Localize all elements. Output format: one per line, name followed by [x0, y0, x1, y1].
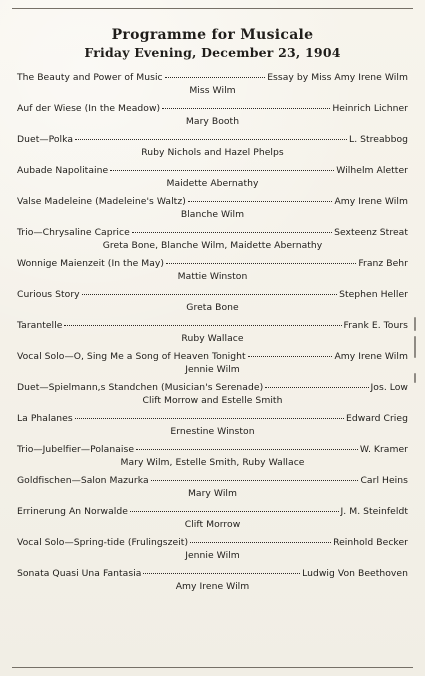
entry-line: [17, 134, 408, 146]
leader-dots: [75, 139, 347, 140]
entry-line: [17, 72, 408, 84]
composer-name: Franz Behr: [358, 258, 408, 269]
program-title: Programme for Musicale: [111, 27, 314, 43]
performer-name: Greta Bone, Blanche Wilm, Maidette Abernathy: [102, 240, 323, 251]
entry-line: [17, 506, 408, 518]
performer-name: Mary Wilm: [187, 488, 238, 499]
piece-title: Vocal Solo—Spring-tide (Frulingszeit): [17, 537, 189, 548]
program-entry: [17, 537, 408, 562]
entry-line: [17, 444, 408, 456]
program-entry: [17, 165, 408, 190]
entry-line: [17, 289, 408, 301]
composer-name: Stephen Heller: [339, 289, 408, 300]
entry-line: [17, 320, 408, 332]
program-entry: [17, 506, 408, 531]
program-entry: [17, 134, 408, 159]
entry-line: [17, 258, 408, 270]
paper-mark: [414, 373, 416, 383]
composer-name: Edward Crieg: [346, 413, 408, 424]
performer-name: Blanche Wilm: [180, 209, 245, 220]
entry-line: [17, 537, 408, 549]
leader-dots: [165, 77, 266, 78]
program-entry: [17, 320, 408, 345]
performer-name: Amy Irene Wilm: [175, 581, 250, 592]
performer-name: Ruby Wallace: [181, 333, 244, 344]
program-entry: [17, 258, 408, 283]
piece-title: Tarantelle: [17, 320, 63, 331]
program-entry: [17, 413, 408, 438]
leader-dots: [64, 325, 341, 326]
composer-name: Amy Irene Wilm: [334, 351, 408, 362]
piece-title: Trio—Chrysaline Caprice: [17, 227, 130, 238]
leader-dots: [151, 480, 359, 481]
performer-name: Maidette Abernathy: [166, 178, 259, 189]
program-entry: [17, 475, 408, 500]
leader-dots: [130, 511, 339, 512]
entry-line: [17, 227, 408, 239]
program-entry: [17, 351, 408, 376]
leader-dots: [265, 387, 368, 388]
entry-line: [17, 196, 408, 208]
composer-name: W. Kramer: [359, 444, 408, 455]
composer-name: Heinrich Lichner: [332, 103, 408, 114]
composer-name: J. M. Steinfeldt: [340, 506, 408, 517]
performer-name: Miss Wilm: [189, 85, 236, 96]
top-rule: [12, 8, 413, 9]
performer-name: Mattie Winston: [177, 271, 248, 282]
composer-name: Frank E. Tours: [343, 320, 408, 331]
composer-name: Essay by Miss Amy Irene Wilm: [267, 72, 408, 83]
bottom-rule: [12, 667, 413, 668]
piece-title: Trio—Jubelfier—Polanaise: [17, 444, 135, 455]
performer-name: Mary Wilm, Estelle Smith, Ruby Wallace: [120, 457, 305, 468]
composer-name: Reinhold Becker: [333, 537, 408, 548]
composer-name: L. Streabbog: [349, 134, 408, 145]
performer-name: Ernestine Winston: [170, 426, 255, 437]
entry-line: [17, 103, 408, 115]
leader-dots: [132, 232, 332, 233]
performer-name: Clift Morrow and Estelle Smith: [142, 395, 283, 406]
performer-name: Jennie Wilm: [185, 550, 240, 561]
leader-dots: [82, 294, 337, 295]
entry-line: [17, 413, 408, 425]
leader-dots: [190, 542, 331, 543]
performer-name: Jennie Wilm: [185, 364, 240, 375]
performer-name: Ruby Nichols and Hazel Phelps: [141, 147, 284, 158]
piece-title: Goldfischen—Salon Mazurka: [17, 475, 149, 486]
leader-dots: [166, 263, 356, 264]
paper-mark: [414, 317, 416, 331]
piece-title: Aubade Napolitaine: [17, 165, 109, 176]
leader-dots: [75, 418, 344, 419]
program-entry: [17, 568, 408, 593]
leader-dots: [110, 170, 334, 171]
program-entry: [17, 382, 408, 407]
leader-dots: [188, 201, 333, 202]
entry-line: [17, 351, 408, 363]
leader-dots: [143, 573, 300, 574]
leader-dots: [162, 108, 330, 109]
program-entry: [17, 289, 408, 314]
program-entry: [17, 444, 408, 469]
composer-name: Jos. Low: [370, 382, 408, 393]
composer-name: Carl Heins: [360, 475, 408, 486]
piece-title: La Phalanes: [17, 413, 73, 424]
program-date: Friday Evening, December 23, 1904: [84, 45, 341, 60]
composer-name: Wilhelm Aletter: [336, 165, 408, 176]
performer-name: Greta Bone: [186, 302, 239, 313]
piece-title: Duet—Polka: [17, 134, 74, 145]
entry-line: [17, 475, 408, 487]
piece-title: Duet—Spielmann,s Standchen (Musician's Serenade): [17, 382, 264, 393]
piece-title: Auf der Wiese (In the Meadow): [17, 103, 161, 114]
piece-title: Sonata Quasi Una Fantasia: [17, 568, 142, 579]
performer-name: Mary Booth: [185, 116, 240, 127]
entry-line: [17, 165, 408, 177]
program-entry: [17, 196, 408, 221]
composer-name: Amy Irene Wilm: [334, 196, 408, 207]
program-entry: [17, 227, 408, 252]
piece-title: Valse Madeleine (Madeleine's Waltz): [17, 196, 186, 207]
program-list: [17, 72, 408, 593]
piece-title: Wonnige Maienzeit (In the May): [17, 258, 165, 269]
composer-name: Ludwig Von Beethoven: [302, 568, 408, 579]
program-entry: [17, 103, 408, 128]
entry-line: [17, 382, 408, 394]
performer-name: Clift Morrow: [184, 519, 241, 530]
piece-title: Vocal Solo—O, Sing Me a Song of Heaven Tonight: [17, 351, 246, 362]
composer-name: Sexteenz Streat: [334, 227, 408, 238]
leader-dots: [248, 356, 333, 357]
leader-dots: [136, 449, 358, 450]
entry-line: [17, 568, 408, 580]
program-entry: [17, 72, 408, 97]
piece-title: Curious Story: [17, 289, 80, 300]
piece-title: The Beauty and Power of Music: [17, 72, 163, 83]
piece-title: Errinerung An Norwalde: [17, 506, 128, 517]
paper-mark: [414, 336, 416, 358]
